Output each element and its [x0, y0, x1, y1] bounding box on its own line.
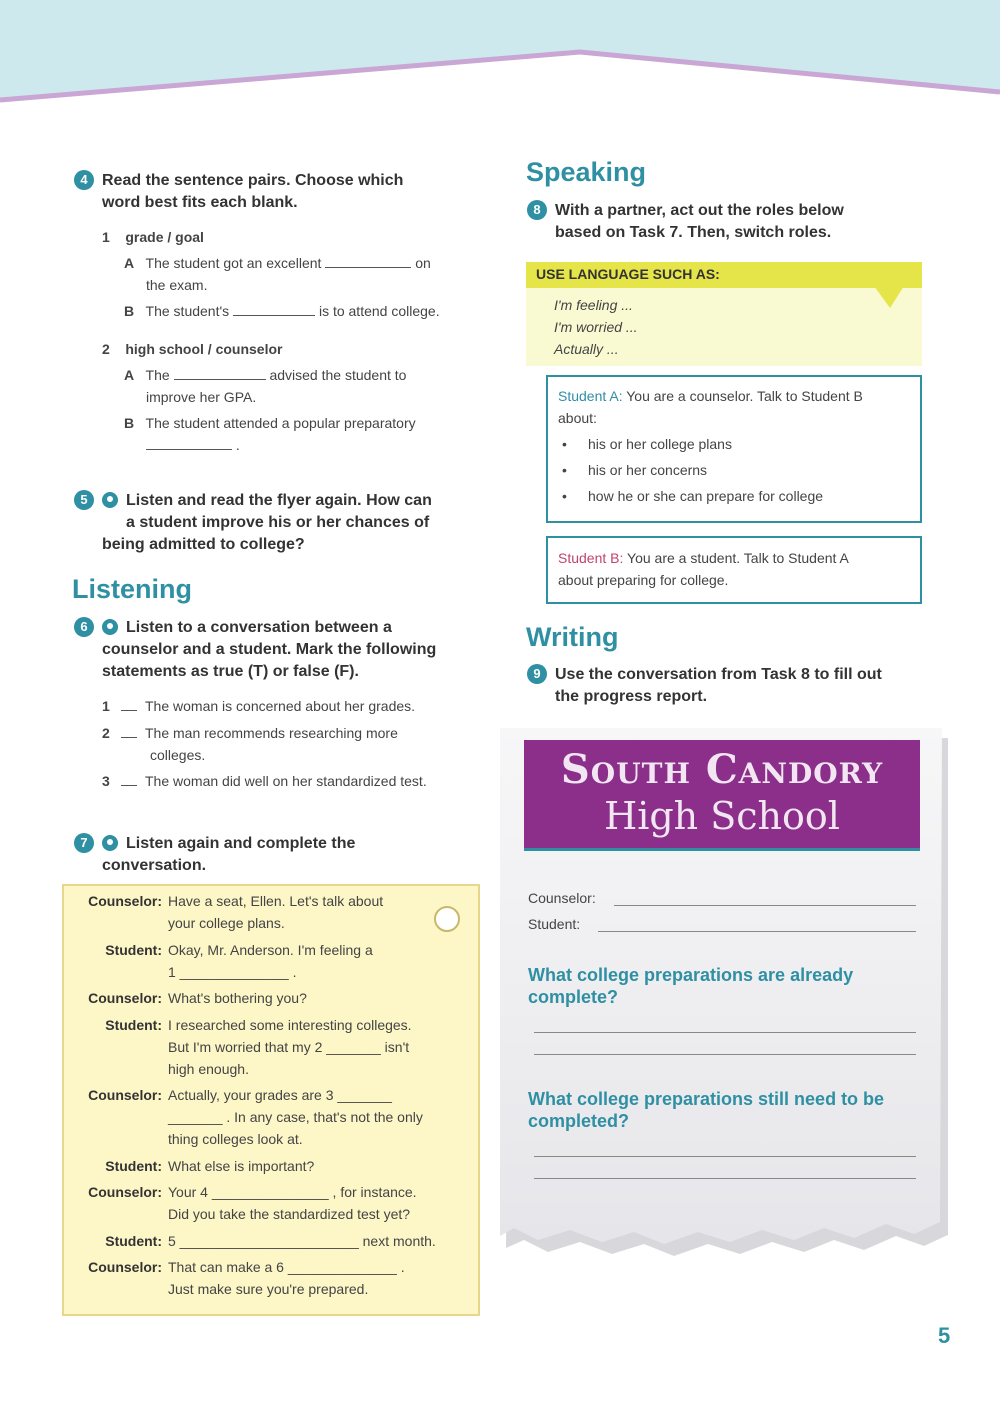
student-a-label: Student A: [558, 388, 623, 404]
sentence-text: advised the student to [269, 367, 407, 383]
answer-line[interactable] [534, 1054, 916, 1055]
role-text: about: [558, 410, 597, 426]
instruction-line: Listen to a conversation between a [126, 619, 392, 636]
pair-1-sentence-a [124, 252, 470, 296]
task-4-instruction [74, 170, 403, 214]
pair-number: 1 [102, 229, 110, 245]
sentence-letter: A [124, 367, 135, 383]
speaker-label: Student: [105, 1017, 162, 1033]
tf-blank[interactable] [121, 771, 137, 786]
student-a-bullets: • his or her college plans • his or her concerns • how he or she can prepare for college [562, 436, 824, 504]
conversation-line: _______ . In any case, that's not the only [168, 1109, 423, 1125]
speaker-label: Counselor: [88, 893, 162, 909]
conversation-line: 1 ______________ . [168, 964, 297, 980]
sentence-text: the exam. [146, 277, 208, 293]
conversation-line: Did you take the standardized test yet? [168, 1206, 411, 1222]
pair-1-sentence-b [124, 300, 440, 322]
conversation-text [168, 1155, 458, 1177]
conversation-line: Actually, your grades are 3 _______ [168, 1087, 392, 1103]
statement-2 [102, 722, 398, 766]
pair-2-sentence-b [124, 412, 416, 456]
banner-underline [524, 848, 920, 851]
conversation-line: thing colleges look at. [168, 1131, 303, 1147]
instruction-line: being admitted to college? [102, 536, 305, 553]
conversation-line: Have a seat, Ellen. Let's talk about [168, 893, 384, 909]
instruction-line: based on Task 7. Then, switch roles. [555, 224, 832, 241]
task-6-instruction [74, 617, 436, 683]
language-box-title: USE LANGUAGE SUCH AS: [536, 266, 720, 282]
speaker-label: Counselor: [88, 990, 162, 1006]
conversation-line: Just make sure you're prepared. [168, 1281, 369, 1297]
statement-number: 3 [102, 773, 110, 789]
student-b-label: Student B: [558, 550, 624, 566]
conversation-text [168, 1256, 458, 1300]
sentence-text: The student attended a popular preparatory [145, 415, 416, 431]
answer-blank[interactable] [233, 301, 315, 316]
instruction-line: the progress report. [555, 688, 708, 705]
task-9-instruction [527, 664, 882, 708]
conversation-text [168, 1014, 458, 1080]
speaker-label: Student: [105, 1233, 162, 1249]
speaker-label: Student: [105, 1158, 162, 1174]
task-7-instruction [74, 833, 355, 877]
speaker-label: Student: [105, 942, 162, 958]
statement-number: 1 [102, 698, 110, 714]
task-5-instruction [74, 490, 432, 556]
conversation-text [168, 1181, 458, 1225]
tf-blank[interactable] [121, 696, 137, 711]
question-line: What college preparations still need to be [528, 1089, 885, 1109]
statement-text: The woman did well on her standardized test. [145, 773, 427, 789]
question-line: completed? [528, 1111, 630, 1131]
school-banner [524, 740, 920, 848]
pair-2 [102, 338, 282, 360]
audio-icon[interactable] [102, 619, 118, 635]
statement-text: The man recommends researching more [145, 725, 398, 741]
task-number-badge: 8 [527, 200, 547, 220]
conversation-text [168, 987, 458, 1009]
conversation-line: But I'm worried that my 2 _______ isn't [168, 1039, 410, 1055]
answer-blank[interactable] [174, 365, 266, 380]
sentence-letter: B [124, 303, 135, 319]
conversation-text [168, 939, 458, 983]
conversation-line: Okay, Mr. Anderson. I'm feeling a [168, 942, 373, 958]
conversation-line: What else is important? [168, 1158, 315, 1174]
conversation-line: your college plans. [168, 915, 285, 931]
language-phrase: I'm feeling ... [554, 297, 633, 313]
question-line: What college preparations are already [528, 965, 854, 985]
language-phrase: I'm worried ... [554, 319, 638, 335]
task-8-instruction [527, 200, 844, 244]
student-label: Student: [528, 916, 581, 932]
conversation-line: 5 _______________________ next month. [168, 1233, 436, 1249]
speaking-heading: Speaking [526, 157, 647, 187]
language-phrases [554, 294, 638, 360]
instruction-line: word best fits each blank. [102, 194, 298, 211]
instruction-line: Listen and read the flyer again. How can [126, 492, 432, 509]
sentence-text: is to attend college. [318, 303, 440, 319]
conversation-line: That can make a 6 ______________ . [168, 1259, 405, 1275]
counselor-label: Counselor: [528, 890, 596, 906]
sentence-letter: A [124, 255, 135, 271]
student-a-text [558, 385, 908, 429]
tf-blank[interactable] [121, 723, 137, 738]
answer-line[interactable] [534, 1178, 916, 1179]
speaker-label: Counselor: [88, 1259, 162, 1275]
instruction-line: Read the sentence pairs. Choose which [102, 172, 404, 189]
answer-line[interactable] [534, 1156, 916, 1157]
school-subtitle: High School [604, 794, 840, 838]
question-1 [528, 964, 853, 1008]
sentence-text: The student's [145, 303, 230, 319]
speaker-label: Counselor: [88, 1087, 162, 1103]
audio-icon[interactable] [102, 492, 118, 508]
speech-tail-icon [874, 286, 904, 310]
speaker-label: Counselor: [88, 1184, 162, 1200]
student-b-text [558, 547, 908, 591]
counselor-field[interactable] [614, 905, 916, 906]
conversation-line: high enough. [168, 1061, 249, 1077]
page-number: 5 [938, 1323, 951, 1348]
statement-number: 2 [102, 725, 110, 741]
instruction-line: a student improve his or her chances of [126, 514, 430, 531]
pair-words: grade / goal [125, 229, 204, 245]
sentence-text: The student got an excellent [145, 255, 322, 271]
task-number-badge: 9 [527, 664, 547, 684]
statement-text: colleges. [150, 747, 206, 763]
sentence-text: The [145, 367, 170, 383]
conversation-line: I researched some interesting colleges. [168, 1017, 412, 1033]
statement-text: The woman is concerned about her grades. [145, 698, 416, 714]
bullet-item: his or her concerns [588, 462, 708, 478]
statement-1 [102, 695, 415, 717]
instruction-line: counselor and a student. Mark the following [102, 641, 437, 658]
student-field[interactable] [598, 931, 916, 932]
sentence-text: . [235, 437, 240, 453]
statement-3 [102, 770, 427, 792]
top-decorative-band [0, 0, 1000, 110]
sentence-letter: B [124, 415, 135, 431]
instruction-line: Listen again and complete the [126, 835, 356, 852]
listening-heading: Listening [72, 574, 192, 604]
question-2 [528, 1088, 884, 1132]
writing-heading: Writing [526, 622, 619, 652]
student-a-role-card [546, 375, 922, 523]
role-text: about preparing for college. [558, 572, 729, 588]
pair-number: 2 [102, 341, 110, 357]
instruction-line: statements as true (T) or false (F). [102, 663, 359, 680]
task-number-badge: 5 [74, 490, 94, 510]
conversation-text [168, 1084, 458, 1150]
answer-blank[interactable] [325, 253, 411, 268]
language-box [526, 262, 922, 366]
instruction-line: With a partner, act out the roles below [555, 202, 844, 219]
conversation-text [168, 1230, 458, 1252]
question-line: complete? [528, 987, 619, 1007]
pair-words: high school / counselor [125, 341, 283, 357]
answer-blank[interactable] [146, 435, 232, 450]
role-text: You are a counselor. Talk to Student B [626, 388, 863, 404]
task-number-badge: 4 [74, 170, 94, 190]
bullet-item: his or her college plans [588, 436, 732, 452]
pair-1 [102, 226, 204, 248]
conversation-line: What's bothering you? [168, 990, 307, 1006]
conversation-text [168, 890, 458, 934]
school-name: South Candory [560, 746, 884, 793]
language-phrase: Actually ... [554, 341, 619, 357]
instruction-line: Use the conversation from Task 8 to fill out [555, 666, 882, 683]
task-number-badge: 7 [74, 833, 94, 853]
sentence-text: on [415, 255, 431, 271]
bullet-item: how he or she can prepare for college [588, 488, 824, 504]
answer-line[interactable] [534, 1032, 916, 1033]
conversation-line: Your 4 _______________ , for instance. [168, 1184, 417, 1200]
sentence-text: improve her GPA. [146, 389, 257, 405]
student-b-role-card [546, 536, 922, 604]
role-text: You are a student. Talk to Student A [627, 550, 849, 566]
task-number-badge: 6 [74, 617, 94, 637]
pair-2-sentence-a [124, 364, 470, 408]
instruction-line: conversation. [102, 857, 207, 874]
audio-icon[interactable] [102, 835, 118, 851]
